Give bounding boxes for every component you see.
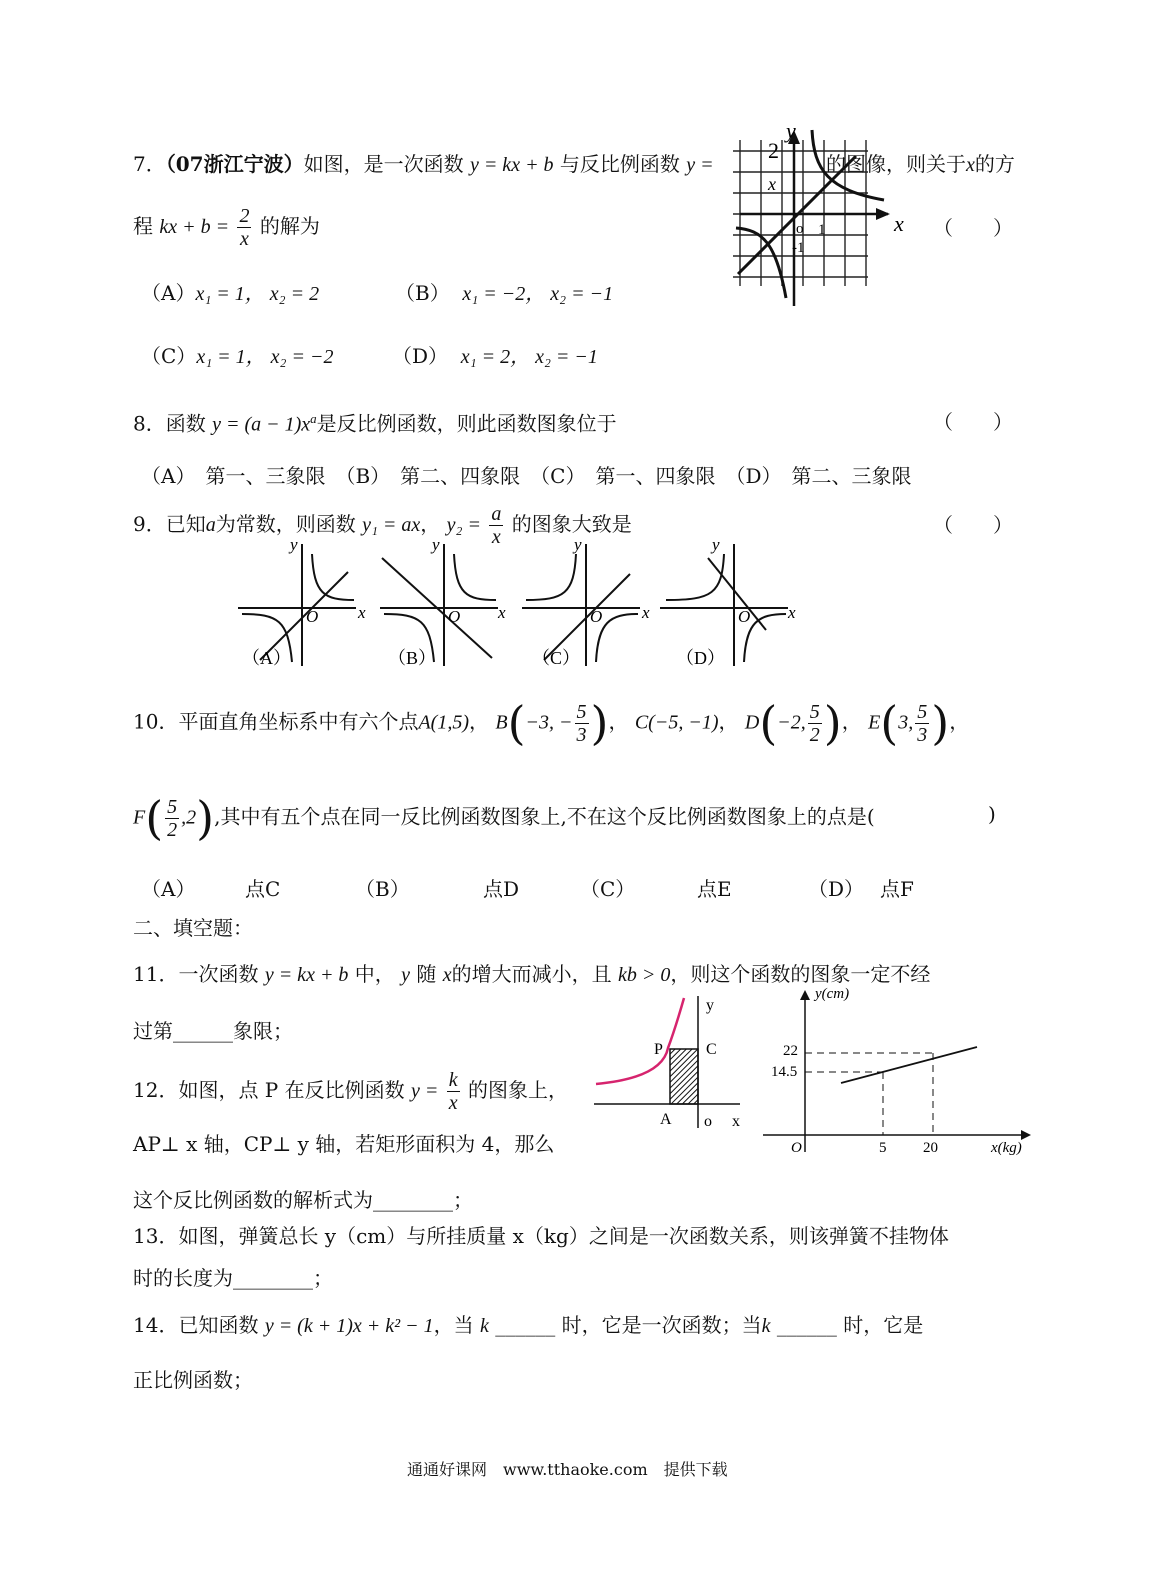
q7-opt-c: （C）x₁ = 1， x₂ = −2 (141, 344, 334, 368)
q12-graph-c: C (706, 1041, 717, 1058)
q10-opt-a-val: 点C (245, 877, 281, 901)
q9-a-x: x (358, 603, 366, 622)
q13-graph-y145: 14.5 (771, 1064, 798, 1080)
q8-bracket: （ ） (933, 410, 1013, 434)
q9-b-y: y (432, 535, 440, 554)
q13-graph-ylabel: y(cm) (815, 986, 850, 1002)
q7-graph (728, 118, 918, 308)
q7-graph-two: 2 (768, 138, 779, 163)
q7-graph-xd: x (768, 174, 776, 194)
q10-opt-a: （A） (141, 877, 196, 901)
q13-graph-xlabel: x(kg) (991, 1140, 1022, 1156)
q10-opt-d: （D） (808, 877, 865, 901)
q9-a-o: O (306, 607, 319, 626)
q10-opt-b-val: 点D (483, 877, 520, 901)
q7-graph-neg1: -1 (792, 240, 805, 256)
q7-graph-o: o (796, 221, 804, 237)
q10-close: ) (988, 802, 996, 826)
q8-line1: 8．函数 $y = (a - 1)x^a$是反比例函数，则此函数图象位于 (133, 411, 617, 436)
q13-graph-x20: 20 (923, 1140, 938, 1156)
q8-options: （A） 第一、三象限 （B） 第二、四象限 （C） 第一、四象限 （D） 第二、三象限 (141, 464, 912, 488)
q9-label-a: （A） (242, 648, 291, 668)
q12-graph-o: o (704, 1113, 712, 1130)
q11-line1: 11．一次函数 y = kx + b 中， y 随 x的增大而减小，且 kb > 0，则这个函数的图象一定不经 (133, 962, 931, 986)
q7-graph-one: 1 (818, 222, 826, 238)
q9-label-b: （B） (388, 648, 437, 668)
q12-graph-p: P (654, 1041, 663, 1058)
q10-opt-c-val: 点E (697, 877, 732, 901)
q9-c-y: y (574, 535, 582, 554)
q13-graph-o: O (791, 1140, 802, 1156)
footer: 通通好课网 www.tthaoke.com 提供下载 (407, 1460, 728, 1479)
q10-line1: 10．平面直角坐标系中有六个点A(1,5)， B(−3, − $\frac{5}{3}$ )， C(−5, −1)， D(−2, $\frac{5}{2}$ )， E(3, $\frac{5}{3}$ )， (133, 696, 970, 750)
q9-d-y: y (712, 535, 720, 554)
q12-graph-a: A (660, 1111, 672, 1128)
q7-line2: 程 kx + b = $\frac{2}{x}$ 的解为 (133, 205, 320, 250)
q10-opt-c: （C） (580, 877, 636, 901)
q12-line2: AP⊥ x 轴，CP⊥ y 轴，若矩形面积为 4，那么 (133, 1132, 555, 1156)
q9-label-d: （D） (676, 648, 725, 668)
q13-line1: 13．如图，弹簧总长 y（cm）与所挂质量 x（kg）之间是一次函数关系，则该弹簧不挂物体 (133, 1224, 949, 1248)
q7-opt-b: （B） x₁ = −2， x₂ = −1 (395, 281, 614, 305)
q9-label-c: （C） (532, 648, 581, 668)
q9-b-o: O (448, 607, 461, 626)
q9-bracket: （ ） (933, 513, 1013, 537)
q12-graph-x: x (732, 1113, 740, 1130)
q7-graph-x: x (894, 211, 904, 236)
q10-line2: F( $\frac{5}{2}$ ,2),其中有五个点在同一反比例函数图象上,不在这个反比例函数图象上的点是( (133, 791, 875, 845)
q12-line3: 这个反比例函数的解析式为________； (133, 1188, 473, 1212)
q9-graphs (232, 534, 802, 670)
q14-line2: 正比例函数； (133, 1368, 253, 1392)
q9-c-x: x (642, 603, 650, 622)
q7-bracket: （ ） (933, 216, 1013, 240)
q9-d-x: x (788, 603, 796, 622)
q13-graph-y22: 22 (783, 1043, 798, 1059)
q9-c-o: O (590, 607, 603, 626)
q7-line1-tail: 的图像，则关于x的方 (826, 152, 1015, 176)
q9-b-x: x (498, 603, 506, 622)
q7-line1: 7．（07浙江宁波）如图，是一次函数 y = kx + b 与反比例函数 y = (133, 152, 714, 176)
q7-opt-d: （D） x₁ = 2， x₂ = −1 (392, 344, 598, 368)
q13-graph (755, 980, 1040, 1160)
q13-graph-x5: 5 (879, 1140, 887, 1156)
q12-graph-y: y (706, 997, 714, 1014)
q11-line2: 过第______象限； (133, 1019, 293, 1043)
section-fill-in: 二、填空题： (133, 916, 253, 940)
q12-line1: 12．如图，点 P 在反比例函数 y = $\frac{k}{x}$ 的图象上， (133, 1069, 568, 1114)
q10-opt-d-val: 点F (880, 877, 914, 901)
q12-graph (590, 992, 755, 1132)
q9-d-o: O (738, 607, 751, 626)
q13-line2: 时的长度为________； (133, 1266, 333, 1290)
q14-line1: 14．已知函数 y = (k + 1)x + k² − 1，当 k ______ 时，它是一次函数；当k ______ 时，它是 (133, 1313, 924, 1337)
q9-a-y: y (290, 535, 298, 554)
q10-opt-b: （B） (355, 877, 410, 901)
q7-opt-a: （A）x₁ = 1， x₂ = 2 (141, 281, 320, 305)
q9-line1: 9．已知a为常数，则函数 y₁ = ax， y₂ = $\frac{a}{x}$ 的图象大致是 (133, 503, 632, 548)
q7-graph-y: y (786, 118, 796, 143)
